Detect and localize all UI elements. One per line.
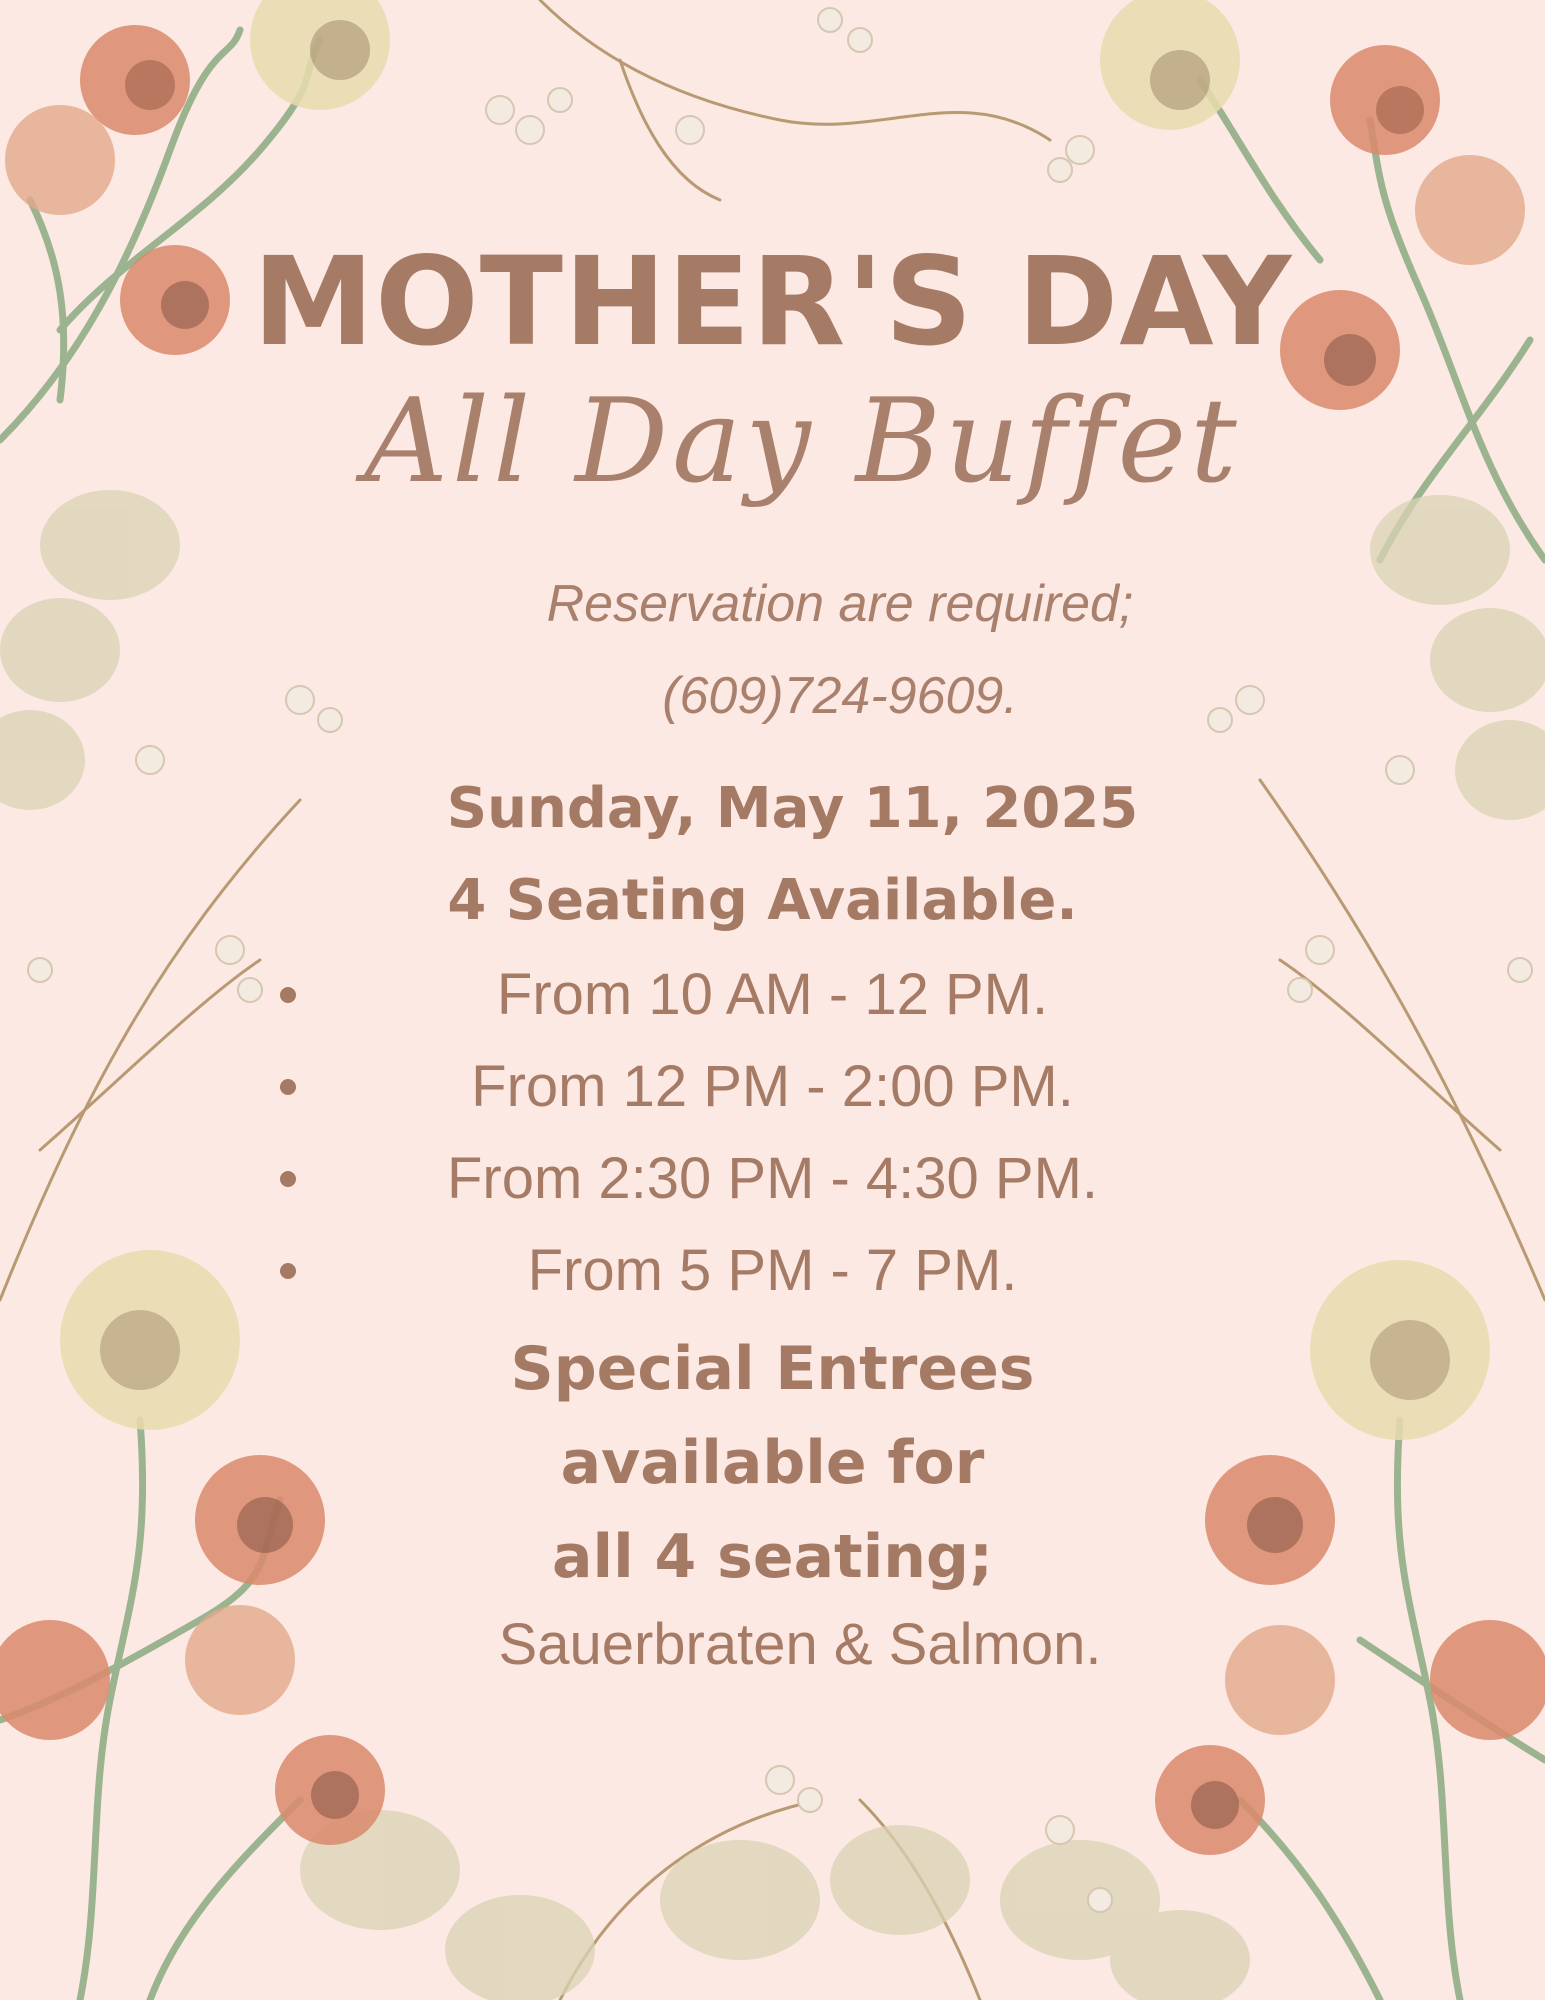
time-slot [0,1042,1545,1134]
reservation-phone: (609)724-9609. [662,667,1018,725]
event-subtitle: All Day Buffet [364,374,1241,509]
special-entrees [150,1322,1395,1604]
event-title: MOTHER'S DAY [252,231,1293,373]
time-slot [0,950,1545,1042]
reservation-note: Reservation are required; [546,575,1134,633]
entrees-line: all 4 seating; [552,1522,993,1592]
time-slot [0,1226,1545,1318]
entree-dishes: Sauerbraten & Salmon. [498,1612,1102,1677]
entrees-line: Special Entrees [510,1334,1035,1404]
time-slot-text: From 12 PM - 2:00 PM. [471,1054,1074,1119]
seatings-available: 4 Seating Available. [447,868,1078,933]
event-date: Sunday, May 11, 2025 [446,776,1139,841]
entrees-line: available for [560,1428,985,1498]
time-slot [0,1134,1545,1226]
time-slot-text: From 5 PM - 7 PM. [527,1238,1018,1303]
time-slot-text: From 10 AM - 12 PM. [496,962,1049,1027]
time-slot-list [0,950,1545,1318]
time-slot-text: From 2:30 PM - 4:30 PM. [446,1146,1099,1211]
